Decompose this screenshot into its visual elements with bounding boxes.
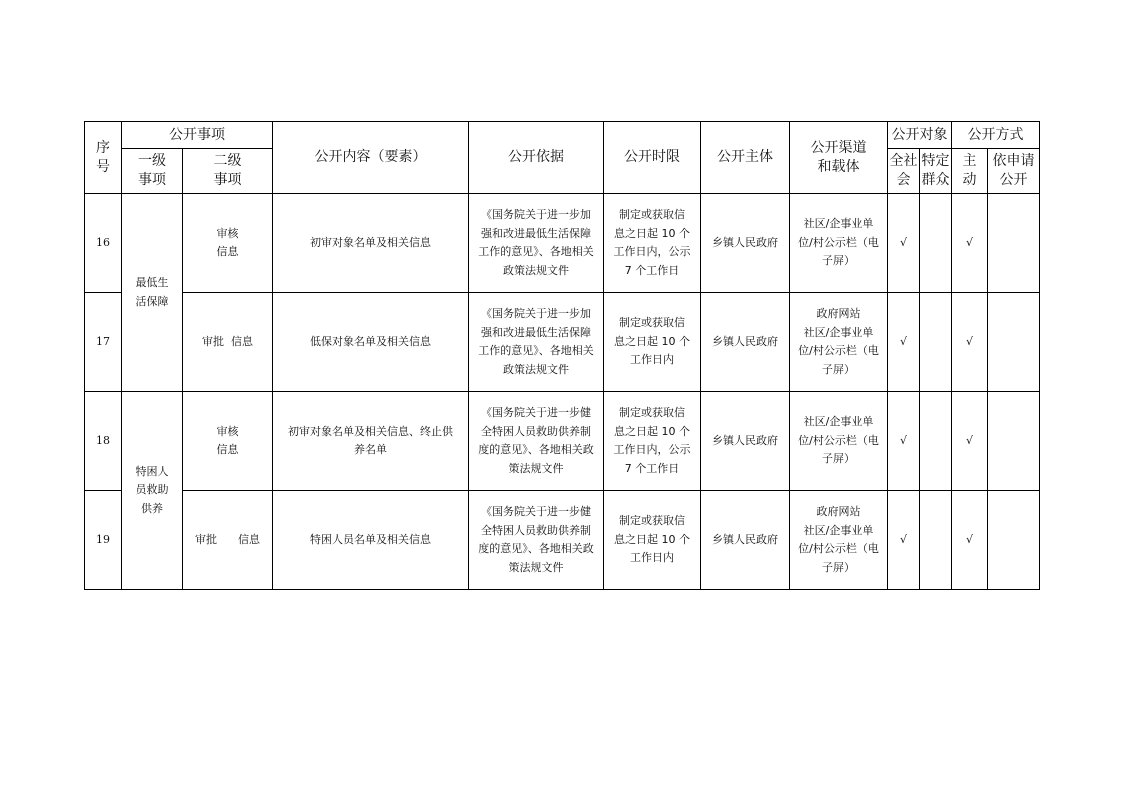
header-target-group: 公开对象 [888, 122, 952, 149]
row-check-specific [920, 491, 952, 590]
row-time-limit: 制定或获取信 息之日起 10 个 工作日内 [604, 491, 701, 590]
header-channel: 公开渠道 和载体 [790, 122, 888, 194]
row-content: 特困人员名单及相关信息 [273, 491, 469, 590]
row-level2: 审核 信息 [183, 194, 273, 293]
header-basis: 公开依据 [469, 122, 604, 194]
header-method-apply: 依申请 公开 [988, 149, 1040, 194]
row-seq: 16 [85, 194, 122, 293]
table-row [85, 392, 1040, 491]
row-seq: 18 [85, 392, 122, 491]
row-check-specific [920, 293, 952, 392]
row-check-public: √ [888, 194, 920, 293]
header-time-limit: 公开时限 [604, 122, 701, 194]
row-check-public: √ [888, 293, 920, 392]
row-basis: 《国务院关于进一步加 强和改进最低生活保障 工作的意见》、各地相关 政策法规文件 [469, 194, 604, 293]
header-subject: 公开主体 [701, 122, 790, 194]
row-content: 低保对象名单及相关信息 [273, 293, 469, 392]
group-cell: 最低生 活保障 [122, 194, 183, 392]
header-seq: 序 号 [85, 122, 122, 194]
row-basis: 《国务院关于进一步加 强和改进最低生活保障 工作的意见》、各地相关 政策法规文件 [469, 293, 604, 392]
row-check-active: √ [952, 491, 988, 590]
header-content: 公开内容（要素） [273, 122, 469, 194]
table-row [85, 194, 1040, 293]
row-check-public: √ [888, 392, 920, 491]
header-method-active: 主 动 [952, 149, 988, 194]
row-basis: 《国务院关于进一步健 全特困人员救助供养制 度的意见》、各地相关政 策法规文件 [469, 392, 604, 491]
row-seq: 17 [85, 293, 122, 392]
header-item-group: 公开事项 [122, 122, 273, 149]
row-time-limit: 制定或获取信 息之日起 10 个 工作日内，公示 7 个工作日 [604, 392, 701, 491]
row-check-specific [920, 194, 952, 293]
row-check-apply [988, 293, 1040, 392]
header-row-1 [85, 122, 1040, 149]
header-method-group: 公开方式 [952, 122, 1040, 149]
row-channel: 政府网站 社区/企事业单 位/村公示栏（电 子屏） [790, 293, 888, 392]
row-check-public: √ [888, 491, 920, 590]
header-level1: 一级 事项 [122, 149, 183, 194]
row-check-active: √ [952, 194, 988, 293]
row-level2: 审批 信息 [183, 293, 273, 392]
row-check-apply [988, 392, 1040, 491]
row-subject: 乡镇人民政府 [701, 491, 790, 590]
header-target-specific: 特定 群众 [920, 149, 952, 194]
row-check-active: √ [952, 293, 988, 392]
row-check-specific [920, 392, 952, 491]
row-subject: 乡镇人民政府 [701, 293, 790, 392]
row-subject: 乡镇人民政府 [701, 392, 790, 491]
row-time-limit: 制定或获取信 息之日起 10 个 工作日内，公示 7 个工作日 [604, 194, 701, 293]
row-content: 初审对象名单及相关信息、终止供 养名单 [273, 392, 469, 491]
row-subject: 乡镇人民政府 [701, 194, 790, 293]
row-level2: 审批 信息 [183, 491, 273, 590]
table-row [85, 293, 1040, 392]
row-check-apply [988, 491, 1040, 590]
row-channel: 社区/企事业单 位/村公示栏（电 子屏） [790, 392, 888, 491]
header-level2: 二级 事项 [183, 149, 273, 194]
row-check-active: √ [952, 392, 988, 491]
row-check-apply [988, 194, 1040, 293]
header-target-public: 全社 会 [888, 149, 920, 194]
disclosure-table [84, 121, 1040, 590]
row-level2: 审核 信息 [183, 392, 273, 491]
row-time-limit: 制定或获取信 息之日起 10 个 工作日内 [604, 293, 701, 392]
row-channel: 社区/企事业单 位/村公示栏（电 子屏） [790, 194, 888, 293]
row-seq: 19 [85, 491, 122, 590]
row-basis: 《国务院关于进一步健 全特困人员救助供养制 度的意见》、各地相关政 策法规文件 [469, 491, 604, 590]
row-channel: 政府网站 社区/企事业单 位/村公示栏（电 子屏） [790, 491, 888, 590]
group-cell: 特困人 员救助 供养 [122, 392, 183, 590]
row-content: 初审对象名单及相关信息 [273, 194, 469, 293]
table-row [85, 491, 1040, 590]
